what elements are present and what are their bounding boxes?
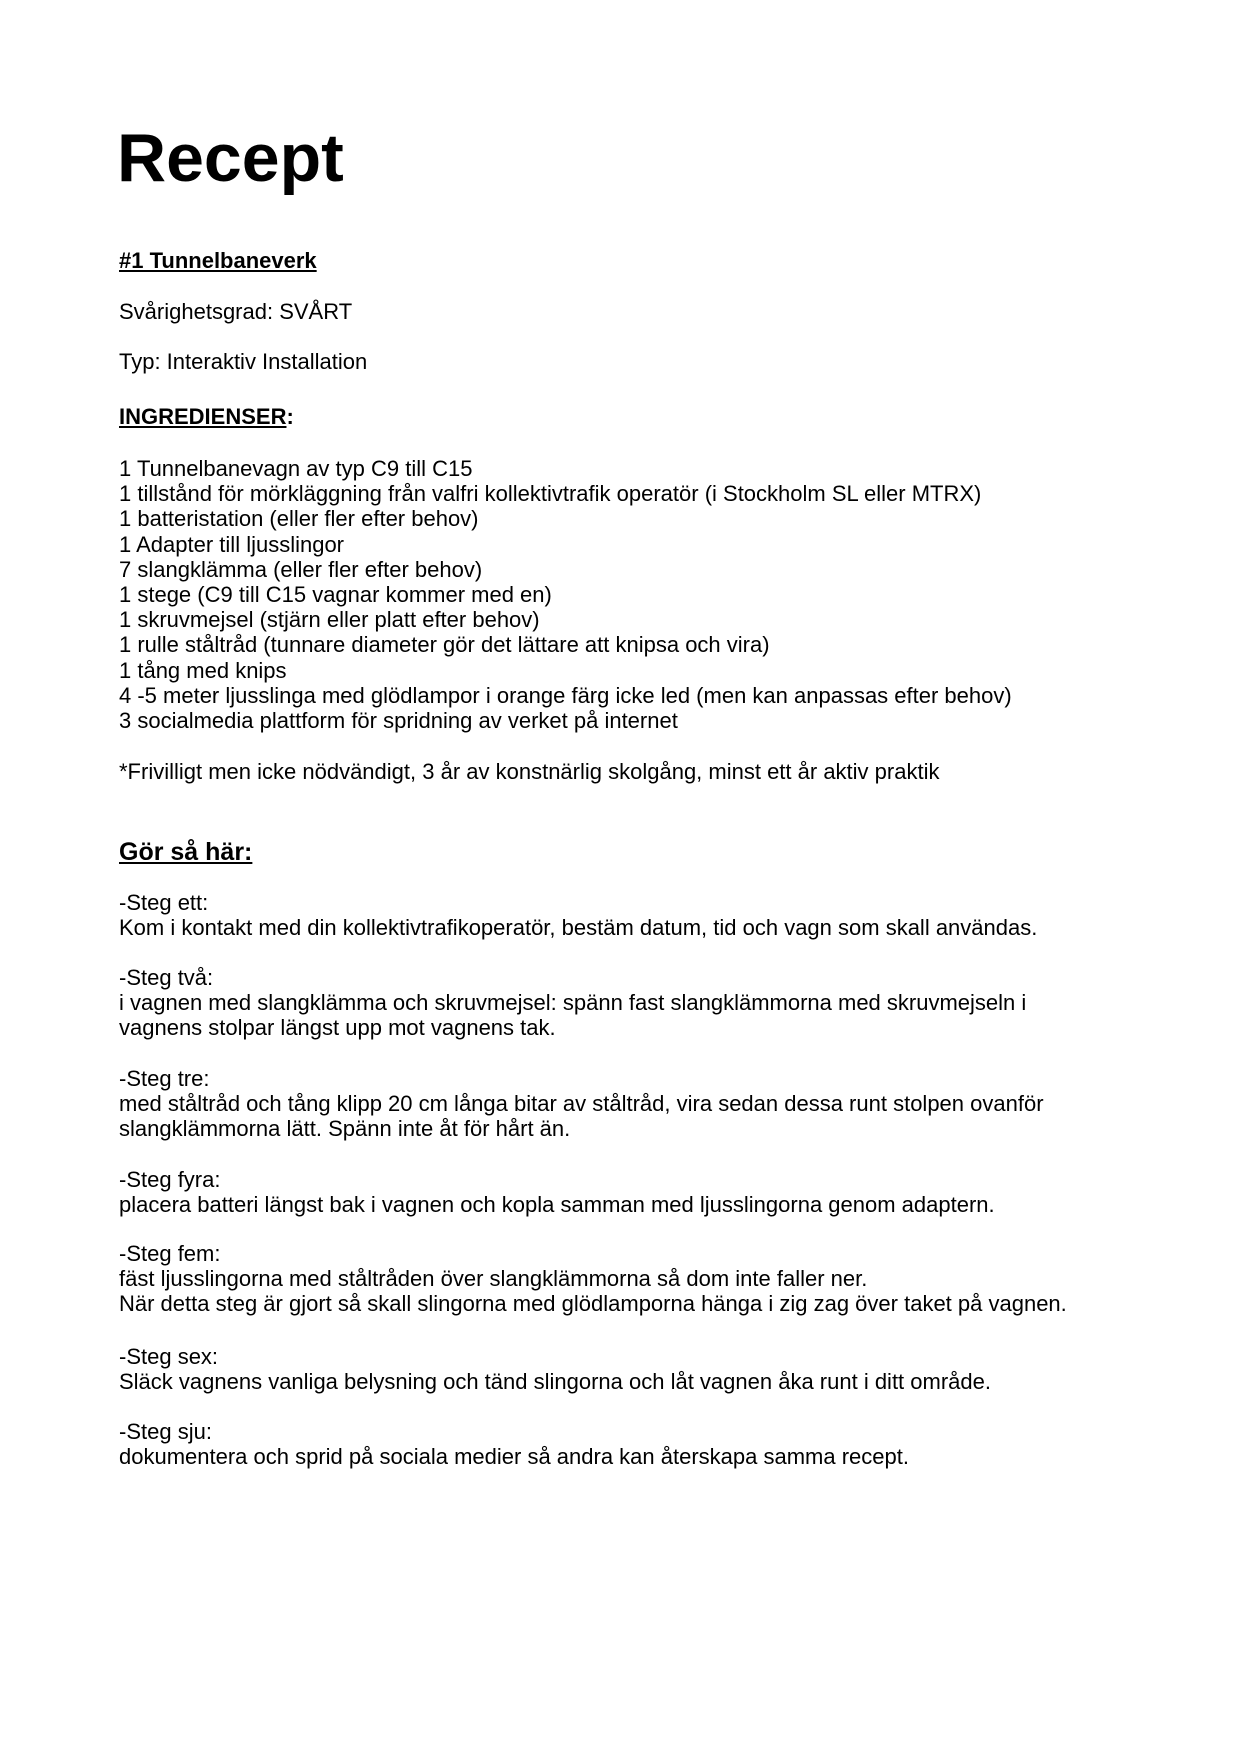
step-text: med ståltråd och tång klipp 20 cm långa bitar av ståltråd, vira sedan dessa runt stolpen ovanför bbox=[119, 1091, 1044, 1117]
step-2 bbox=[119, 965, 1026, 1041]
step-label: -Steg två: bbox=[119, 965, 214, 990]
step-6 bbox=[119, 1344, 991, 1394]
ingredients-heading-colon: : bbox=[286, 404, 294, 429]
optional-note: *Frivilligt men icke nödvändigt, 3 år av konstnärlig skolgång, minst ett år aktiv praktik bbox=[119, 759, 940, 784]
ingredients-heading-text: INGREDIENSER bbox=[119, 404, 287, 429]
step-text: i vagnen med slangklämma och skruvmejsel: spänn fast slangklämmorna med skruvmejseln i bbox=[119, 990, 1027, 1016]
step-text: Släck vagnens vanliga belysning och tänd slingorna och låt vagnen åka runt i ditt område. bbox=[119, 1369, 991, 1395]
step-label: -Steg ett: bbox=[119, 890, 209, 915]
step-text: Kom i kontakt med din kollektivtrafikoperatör, bestäm datum, tid och vagn som skall användas. bbox=[119, 915, 1038, 941]
ingredient-item: 3 socialmedia plattform för spridning av verket på internet bbox=[119, 708, 678, 734]
ingredient-item: 1 Adapter till ljusslingor bbox=[119, 531, 345, 557]
ingredient-item: 1 stege (C9 till C15 vagnar kommer med en) bbox=[119, 582, 552, 608]
step-text: När detta steg är gjort så skall slingorna med glödlamporna hänga i zig zag över taket på vagnen. bbox=[119, 1291, 1067, 1317]
step-label: -Steg tre: bbox=[119, 1066, 210, 1091]
ingredients-heading bbox=[119, 404, 294, 429]
step-1 bbox=[119, 890, 1037, 940]
ingredients-list bbox=[119, 456, 1012, 733]
ingredient-item: 4 -5 meter ljusslinga med glödlampor i orange färg icke led (men kan anpassas efter behov) bbox=[119, 682, 1012, 708]
ingredient-item: 7 slangklämma (eller fler efter behov) bbox=[119, 556, 483, 582]
recipe-type: Typ: Interaktiv Installation bbox=[119, 349, 368, 374]
page-title: Recept bbox=[117, 120, 344, 196]
difficulty: Svårighetsgrad: SVÅRT bbox=[119, 299, 353, 324]
recipe-heading: #1 Tunnelbaneverk bbox=[119, 248, 317, 273]
step-label: -Steg fem: bbox=[119, 1241, 221, 1266]
step-label: -Steg sex: bbox=[119, 1344, 219, 1369]
step-3 bbox=[119, 1066, 1044, 1142]
ingredient-item: 1 batteristation (eller fler efter behov) bbox=[119, 506, 479, 532]
step-5 bbox=[119, 1241, 1067, 1317]
step-text: vagnens stolpar längst upp mot vagnens tak. bbox=[119, 1015, 556, 1041]
step-label: -Steg sju: bbox=[119, 1419, 212, 1444]
step-text: placera batteri längst bak i vagnen och kopla samman med ljusslingorna genom adaptern. bbox=[119, 1192, 995, 1218]
ingredient-item: 1 Tunnelbanevagn av typ C9 till C15 bbox=[119, 456, 473, 481]
ingredient-item: 1 skruvmejsel (stjärn eller platt efter behov) bbox=[119, 607, 540, 633]
step-text: fäst ljusslingorna med ståltråden över slangklämmorna så dom inte faller ner. bbox=[119, 1266, 868, 1292]
ingredient-item: 1 tång med knips bbox=[119, 657, 287, 683]
steps-heading: Gör så här: bbox=[119, 838, 253, 866]
ingredient-item: 1 rulle ståltråd (tunnare diameter gör det lättare att knipsa och vira) bbox=[119, 632, 770, 658]
step-7 bbox=[119, 1419, 909, 1469]
step-text: slangklämmorna lätt. Spänn inte åt för hårt än. bbox=[119, 1116, 571, 1142]
ingredient-item: 1 tillstånd för mörkläggning från valfri kollektivtrafik operatör (i Stockholm SL eller MTRX) bbox=[119, 481, 982, 507]
step-text: dokumentera och sprid på sociala medier så andra kan återskapa samma recept. bbox=[119, 1444, 909, 1470]
step-4 bbox=[119, 1167, 995, 1217]
step-label: -Steg fyra: bbox=[119, 1167, 221, 1192]
